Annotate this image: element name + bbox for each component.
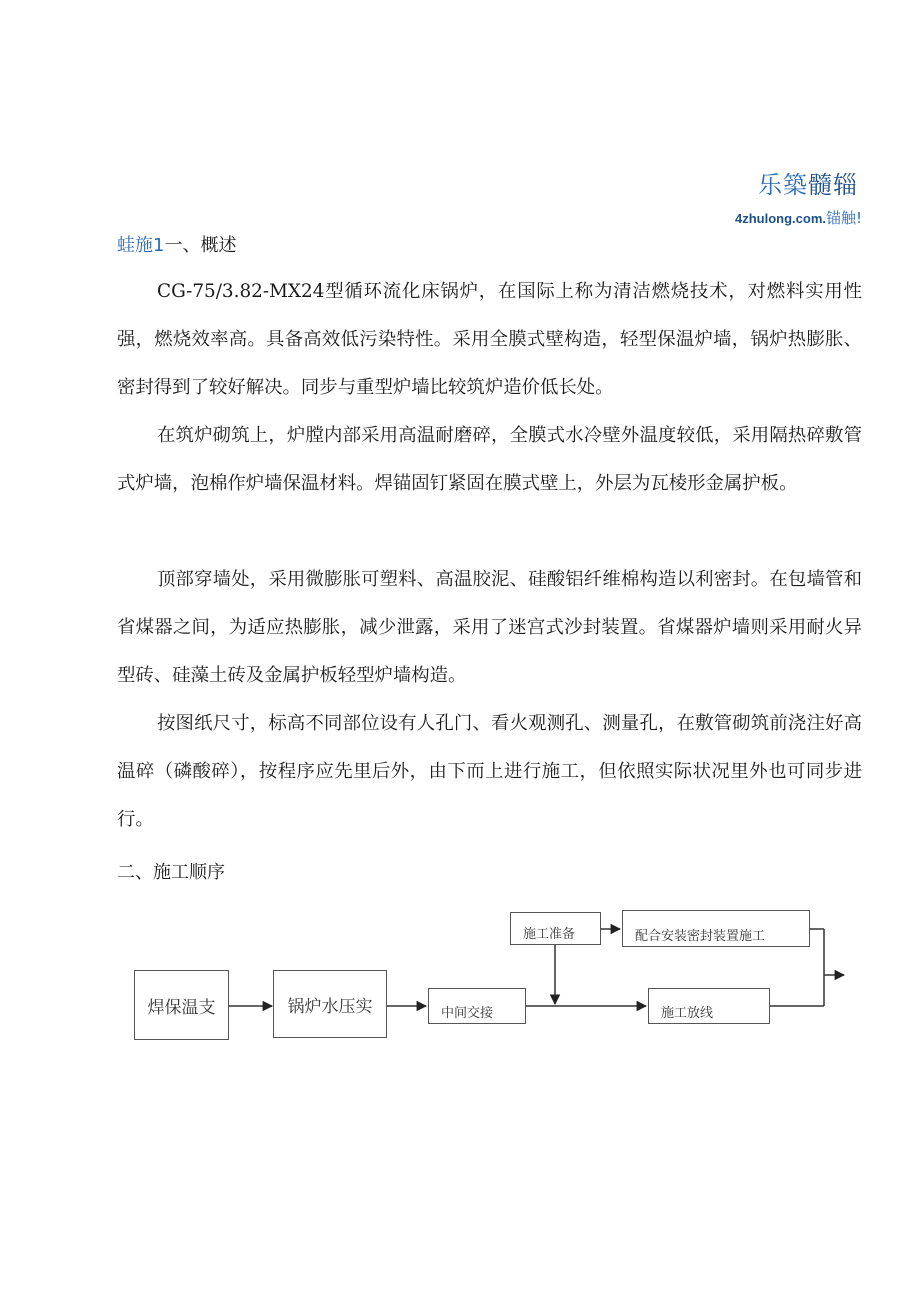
section-1-prefix: 蛙施1 bbox=[117, 235, 165, 256]
flow-box-layout: 施工放线 bbox=[648, 988, 770, 1024]
logo-brand bbox=[758, 165, 858, 200]
logo-brand-b: 髓辎 bbox=[808, 171, 858, 199]
paragraph-openings: 按图纸尺寸，标高不同部位设有人孔门、看火观测孔、测量孔，在敷管砌筑前浇注好高温碎（磷酸碎），按程序应先里后外，由下而上进行施工，但依照实际状况里外也可同步进行。 bbox=[117, 713, 862, 830]
section-1-heading bbox=[117, 234, 236, 258]
paragraph-overview: CG-75/3.82-MX24型循环流化床锅炉，在国际上称为清洁燃烧技术，对燃料实用性强，燃烧效率高。具备高效低污染特性。采用全膜式壁构造，轻型保温炉墙，锅炉热膨胀、密封得到了较好解决。同步与重型炉墙比较筑炉造价低长处。 bbox=[117, 281, 862, 398]
logo-site: 4zhulong.com. bbox=[734, 211, 826, 226]
flow-box-insulation-support: 焊保温支 bbox=[134, 970, 229, 1040]
flow-box-preparation: 施工准备 bbox=[510, 912, 601, 945]
section-2-heading: 二、施工顺序 bbox=[117, 862, 225, 883]
flow-box-hydro-test: 锅炉水压实 bbox=[273, 970, 387, 1038]
flow-box-seal-install: 配合安装密封装置施工 bbox=[622, 910, 810, 947]
logo-tail: 锚触! bbox=[825, 209, 862, 227]
logo-site-line bbox=[735, 207, 862, 228]
flow-box-handover: 中间交接 bbox=[428, 988, 526, 1024]
section-1-title: 一、概述 bbox=[164, 235, 237, 256]
logo-brand-a: 乐築 bbox=[758, 171, 808, 199]
paragraph-sealing: 顶部穿墙处，采用微膨胀可塑料、高温胶泥、硅酸铝纤维棉构造以利密封。在包墙管和省煤器之间，为适应热膨胀，减少泄露，采用了迷宫式沙封装置。省煤器炉墙则采用耐火异型砖、硅藻土砖及金属护板轻型炉墙构造。 bbox=[117, 569, 862, 686]
paragraph-masonry: 在筑炉砌筑上，炉膛内部采用高温耐磨碎，全膜式水冷壁外温度较低，采用隔热碎敷管式炉墙，泡棉作炉墙保温材料。焊锚固钉紧固在膜式壁上，外层为瓦棱形金属护板。 bbox=[117, 425, 862, 494]
